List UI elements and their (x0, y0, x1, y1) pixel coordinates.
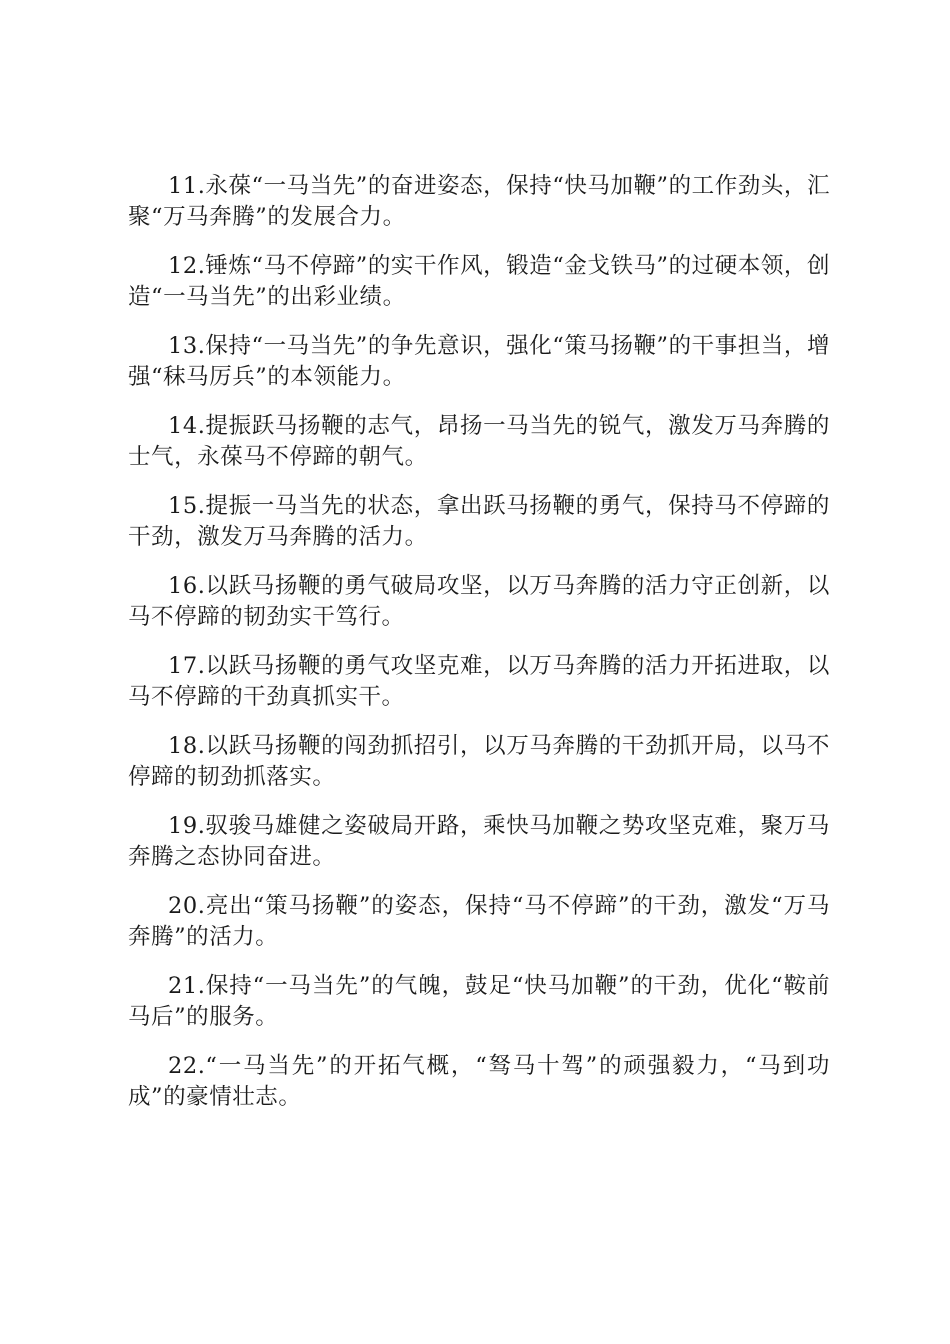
paragraph-13: 13.保持“一马当先”的争先意识，强化“策马扬鞭”的干事担当，增强“秣马厉兵”的本领能力。 (128, 333, 830, 390)
paragraph-12: 12.锤炼“马不停蹄”的实干作风，锻造“金戈铁马”的过硬本领，创造“一马当先”的出彩业绩。 (128, 253, 830, 310)
paragraph-19: 19.驭骏马雄健之姿破局开路，乘快马加鞭之势攻坚克难，聚万马奔腾之态协同奋进。 (128, 813, 830, 870)
paragraph-18: 18.以跃马扬鞭的闯劲抓招引，以万马奔腾的干劲抓开局，以马不停蹄的韧劲抓落实。 (128, 733, 830, 790)
document-body (128, 171, 830, 1131)
paragraph-22: 22.“一马当先”的开拓气概，“驽马十驾”的顽强毅力，“马到功成”的豪情壮志。 (128, 1053, 830, 1110)
paragraph-15: 15.提振一马当先的状态，拿出跃马扬鞭的勇气，保持马不停蹄的干劲，激发万马奔腾的活力。 (128, 493, 830, 550)
paragraph-17: 17.以跃马扬鞭的勇气攻坚克难，以万马奔腾的活力开拓进取，以马不停蹄的干劲真抓实干。 (128, 653, 830, 710)
paragraph-20: 20.亮出“策马扬鞭”的姿态，保持“马不停蹄”的干劲，激发“万马奔腾”的活力。 (128, 893, 830, 950)
paragraph-16: 16.以跃马扬鞭的勇气破局攻坚，以万马奔腾的活力守正创新，以马不停蹄的韧劲实干笃行。 (128, 573, 830, 630)
paragraph-21: 21.保持“一马当先”的气魄，鼓足“快马加鞭”的干劲，优化“鞍前马后”的服务。 (128, 973, 830, 1030)
paragraph-11: 11.永葆“一马当先”的奋进姿态，保持“快马加鞭”的工作劲头，汇聚“万马奔腾”的发展合力。 (128, 173, 830, 230)
paragraph-14: 14.提振跃马扬鞭的志气，昂扬一马当先的锐气，激发万马奔腾的士气，永葆马不停蹄的朝气。 (128, 413, 830, 470)
